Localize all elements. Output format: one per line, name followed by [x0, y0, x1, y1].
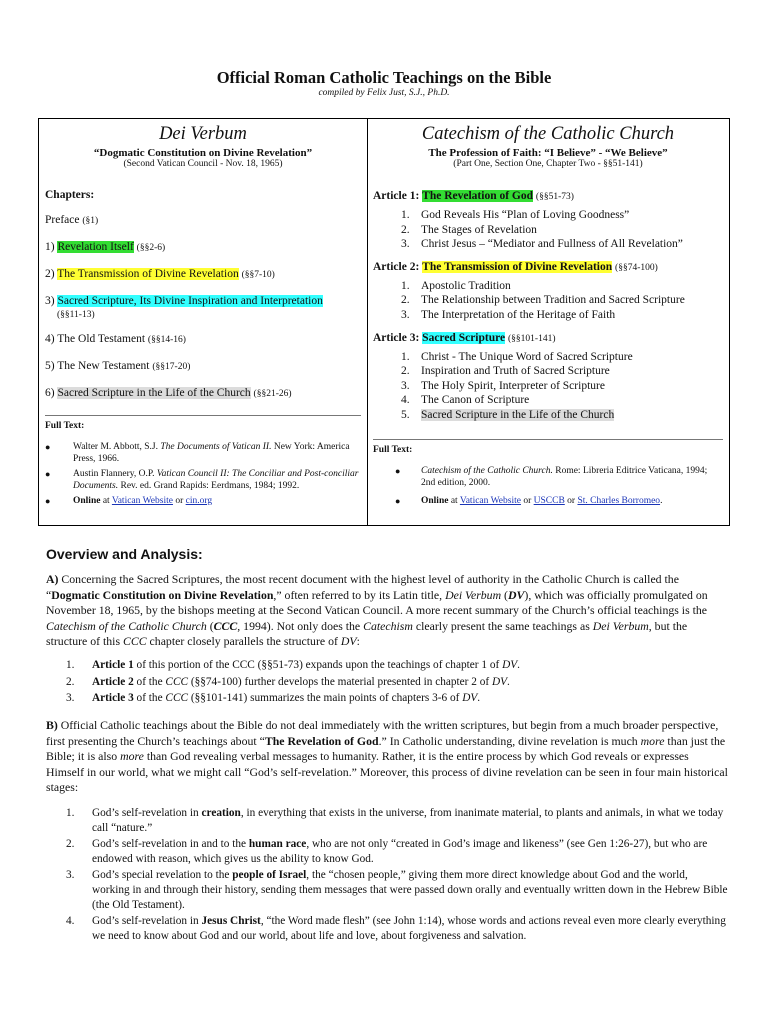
article-item-text: The Holy Spirit, Interpreter of Scripture — [421, 379, 605, 392]
text: . — [507, 675, 510, 688]
chapter-label: Sacred Scripture, Its Divine Inspiration and Interpretation — [57, 295, 323, 307]
text: God’s special revelation to the — [92, 869, 233, 882]
chapter-ref: (§§7-10) — [241, 270, 275, 280]
article-items — [373, 279, 723, 323]
bold-text: Article 2 — [92, 675, 134, 688]
online-label: Online — [421, 495, 449, 506]
list-item — [66, 837, 728, 866]
text: , 1994). Not only does the — [237, 618, 364, 633]
chapter-number: 1) — [45, 241, 55, 253]
bullet-icon: ● — [395, 465, 401, 476]
book-title: The Documents of Vatican II. — [160, 442, 272, 452]
paragraph-b — [46, 718, 728, 796]
list-item — [66, 675, 728, 690]
article-item-text: The Canon of Scripture — [421, 394, 530, 407]
chapter-number: 5) — [45, 360, 55, 372]
list-item — [373, 465, 723, 489]
italic-text: Catechism — [363, 618, 413, 633]
comparison-table — [38, 118, 730, 526]
chapter-item — [45, 332, 361, 347]
article-item-text: Inspiration and Truth of Sacred Scripture — [421, 365, 610, 378]
bold-text: The Revelation of God — [264, 733, 379, 748]
list-item: 5. Sacred Scripture in the Life of the Church — [401, 408, 615, 421]
italic-text: more — [640, 733, 665, 748]
text: (§§74-100) further develops the material presented in chapter 2 of — [188, 675, 492, 688]
text: chapter closely parallels the structure of — [146, 634, 341, 648]
article-item-text: Apostolic Tradition — [421, 279, 511, 292]
text: , but the structure of this — [46, 618, 688, 648]
chapter-number: 2) — [45, 268, 55, 280]
dei-verbum-column — [45, 119, 361, 510]
book-author: Walter M. Abbott, S.J. — [73, 442, 158, 452]
list-number: 1. — [66, 659, 75, 671]
list-item — [66, 806, 728, 835]
overview-heading: Overview and Analysis: — [46, 546, 203, 562]
article-item-text: The Relationship between Tradition and Sacred Scripture — [421, 294, 685, 307]
bold-text: Article 3 — [92, 692, 134, 705]
chapter-item — [45, 294, 361, 322]
fulltext-label: Full Text: — [45, 421, 85, 431]
vatican-website-link[interactable]: Vatican Website — [459, 495, 521, 506]
bold-text: Article 1 — [92, 659, 134, 671]
preface-item — [45, 213, 361, 228]
article-prefix: Article 3: — [373, 331, 420, 344]
italic-text: DV — [491, 675, 508, 688]
text: ,” often referred to by its Latin title, — [273, 587, 446, 602]
book-publisher: Rome: Libreria Editrice Vaticana, 1994; 2nd edition, 2000. — [421, 465, 708, 488]
text: , in everything that exists in the universe, from inanimate material, to plants and animals, in what we today call “nature.” — [92, 807, 724, 834]
italic-text: DV — [340, 634, 357, 648]
chapter-item — [45, 386, 361, 401]
chapter-label: The Transmission of Divine Revelation — [57, 268, 239, 280]
online-at: at — [102, 496, 110, 506]
article-item-text: The Stages of Revelation — [421, 223, 537, 236]
chapter-label: The Old Testament — [57, 333, 146, 345]
text: than God revealing verbal messages to humanity. Rather, it is the entire process by which God reveals or expresses Himself in our world, what we might call “God’s self-revelation.” Moreover, this process of divine revelation can be seen in four main historical stages: — [46, 749, 728, 794]
chapters-label: Chapters: — [45, 189, 95, 201]
online-or: or — [567, 495, 576, 506]
italic-text: Dei Verbum — [592, 618, 649, 633]
catechism-subtitle: The Profession of Faith: “I Believe” - “We Believe” — [428, 147, 668, 159]
text: Official Catholic teachings about the Bible do not deal immediately with the written scriptures, but begin from a much broader perspective, first presenting the Church’s teachings about “ — [46, 718, 719, 748]
article-item-text: Sacred Scripture in the Life of the Church — [421, 408, 615, 421]
book-publisher: Rev. ed. Grand Rapids: Eerdmans, 1984; 1992. — [120, 481, 300, 491]
bold-italic-text: DV — [508, 587, 525, 602]
list-item: 1. God Reveals His “Plan of Loving Goodness” — [401, 209, 630, 221]
italic-text: DV — [462, 692, 478, 705]
article-item-text: Christ Jesus – “Mediator and Fullness of All Revelation” — [421, 238, 683, 251]
online-label: Online — [73, 496, 101, 506]
list-item: 3. The Interpretation of the Heritage of Faith — [401, 308, 616, 321]
list-item: ● Online at Vatican Website or USCCB or St. Charles Borromeo. — [395, 495, 663, 506]
dei-verbum-heading: Dei Verbum — [159, 124, 247, 144]
article-items — [373, 350, 723, 423]
text: : — [356, 634, 360, 648]
cin-org-link[interactable]: cin.org — [185, 496, 213, 506]
list-item — [66, 658, 728, 673]
text: ( — [206, 618, 214, 633]
list-item — [45, 468, 361, 492]
chapter-ref: (§§2-6) — [136, 243, 166, 253]
text: God’s self-revelation in and to the — [92, 838, 249, 851]
list-item: 2. The Relationship between Tradition and Sacred Scripture — [401, 294, 685, 307]
article-item-text: God Reveals His “Plan of Loving Goodness” — [421, 209, 630, 221]
book-publisher: New York: America Press, 1966. — [73, 442, 350, 464]
text: , who are not only “created in God’s image and likeness” (see Gen 1:26-27), but who are endowed with reason, which gives us the ability to know God. — [92, 838, 708, 865]
bold-text: Dogmatic Constitution on Divine Revelation — [51, 587, 274, 602]
st-charles-borromeo-link[interactable]: St. Charles Borromeo — [577, 495, 661, 506]
article-prefix: Article 2: — [373, 260, 420, 273]
article-heading — [373, 260, 723, 275]
text: , “the Word made flesh” (see John 1:14), whose words and actions reveal even more clearly everything we need to know about God and our world, about life and love, about forgiveness and salvation. — [92, 915, 726, 942]
column-divider — [367, 119, 368, 525]
bullet-icon: ● — [45, 469, 51, 479]
usccb-link[interactable]: USCCB — [533, 495, 565, 506]
list-number: 3. — [66, 869, 75, 882]
fulltext-list — [373, 465, 723, 507]
paragraph-letter: B) — [46, 718, 58, 732]
chapter-number: 4) — [45, 333, 55, 345]
text: ( — [501, 587, 508, 602]
chapter-label: Sacred Scripture in the Life of the Church — [57, 387, 251, 399]
paragraph-a — [46, 572, 728, 650]
chapter-ref: (§§17-20) — [152, 362, 191, 372]
list-number: 2. — [66, 675, 75, 688]
text: , the “chosen people,” giving them more direct knowledge about God and the world, working in and through their history, sending them messages that were passed down orally and eventually written down in the Hebrew Bible (the Old Testament). — [92, 869, 728, 911]
dei-verbum-subtitle: “Dogmatic Constitution on Divine Revelation” — [93, 147, 313, 159]
bold-text: people of Israel — [232, 869, 307, 882]
chapter-item — [45, 240, 361, 255]
article-ref: (§§51-73) — [535, 192, 574, 202]
text: . — [477, 692, 481, 705]
list-number: 2. — [66, 838, 75, 851]
online-or: or — [175, 496, 184, 506]
italic-text: Dei Verbum — [445, 587, 502, 602]
chapter-number: 3) — [45, 295, 55, 307]
preface-label: Preface — [45, 214, 80, 226]
list-a — [66, 658, 728, 708]
dei-verbum-date: (Second Vatican Council - Nov. 18, 1965) — [123, 159, 283, 169]
text: of this portion of the CCC (§§51-73) expands upon the teachings of chapter 1 of — [133, 659, 503, 671]
bold-italic-text: CCC — [213, 618, 238, 633]
book-title: Catechism of the Catholic Church. — [421, 465, 553, 476]
list-number: 4. — [66, 915, 75, 928]
list-item: 2. The Stages of Revelation — [401, 223, 537, 236]
text: God’s self-revelation in — [92, 915, 202, 928]
article-item-text: Christ - The Unique Word of Sacred Scripture — [421, 350, 633, 363]
bold-text: creation — [201, 807, 241, 819]
bullet-icon: ● — [45, 496, 51, 506]
fulltext-list — [45, 441, 361, 507]
chapter-item — [45, 267, 361, 282]
italic-text: more — [120, 749, 144, 763]
text: ), which was officially promulgated on November 18, 1965, by the bishops meeting at the Second Vatican Council. A more recent summary of the Church’s official teachings is the — [46, 587, 708, 617]
list-item — [66, 868, 728, 912]
list-item — [45, 495, 361, 507]
chapter-number: 6) — [45, 387, 55, 399]
text: God’s self-revelation in — [92, 807, 202, 819]
list-item: 1. Christ - The Unique Word of Sacred Scripture — [401, 350, 633, 363]
catechism-column — [373, 119, 723, 510]
article-heading — [373, 331, 723, 346]
list-item — [66, 691, 728, 706]
list-item — [66, 914, 728, 943]
text: than just the Bible; it is also — [46, 733, 726, 763]
chapter-label: The New Testament — [57, 360, 150, 372]
list-item: 2. Inspiration and Truth of Sacred Scripture — [401, 365, 610, 378]
text: Concerning the Sacred Scriptures, the most recent document with the highest level of authority in the Catholic Church is called the “ — [46, 572, 679, 602]
divider — [45, 415, 361, 416]
list-b — [66, 806, 728, 945]
list-number: 3. — [66, 692, 75, 705]
divider — [373, 439, 723, 440]
text: of the — [133, 692, 166, 705]
online-at: at — [450, 495, 458, 506]
page-title: Official Roman Catholic Teachings on the Bible — [216, 68, 552, 87]
online-or: or — [523, 495, 532, 506]
bold-text: human race — [248, 838, 307, 851]
fulltext-label: Full Text: — [373, 444, 413, 455]
italic-text: CCC — [165, 692, 189, 705]
article-label: The Transmission of Divine Revelation — [422, 260, 613, 273]
text: clearly present the same teachings as — [412, 618, 593, 633]
bullet-icon: ● — [45, 442, 51, 452]
article-item-text: The Interpretation of the Heritage of Faith — [421, 308, 616, 321]
list-item: 1. Apostolic Tradition — [401, 279, 511, 292]
bold-text: Jesus Christ — [201, 915, 261, 928]
list-item: 3. The Holy Spirit, Interpreter of Scripture — [401, 379, 605, 392]
list-item — [45, 441, 361, 465]
article-ref: (§§101-141) — [508, 333, 556, 344]
paragraph-letter: A) — [46, 572, 59, 586]
text: . — [517, 659, 520, 671]
list-item: 4. The Canon of Scripture — [401, 394, 530, 407]
chapter-ref: (§§14-16) — [147, 335, 186, 345]
chapter-item — [45, 359, 361, 374]
italic-text: CCC — [165, 675, 189, 688]
book-author: Austin Flannery, O.P. — [73, 469, 155, 479]
preface-ref: (§1) — [82, 216, 99, 226]
chapter-label: Revelation Itself — [57, 241, 134, 253]
list-number: 1. — [66, 807, 75, 819]
chapter-ref: (§§21-26) — [253, 389, 292, 399]
bullet-icon: ● — [395, 495, 401, 506]
text: (§§101-141) summarizes the main points of chapters 3-6 of — [188, 692, 463, 705]
article-heading — [373, 189, 723, 204]
chapter-ref: (§§11-13) — [57, 310, 95, 320]
italic-text: Catechism of the Catholic Church — [46, 618, 207, 633]
article-ref: (§§74-100) — [615, 262, 658, 273]
text: .” In Catholic understanding, divine revelation is much — [378, 733, 641, 748]
article-prefix: Article 1: — [373, 190, 420, 202]
vatican-website-link[interactable]: Vatican Website — [111, 496, 173, 506]
article-label: The Revelation of God — [422, 190, 534, 202]
italic-text: CCC — [123, 634, 147, 648]
text: of the — [133, 675, 166, 688]
list-item: 3. Christ Jesus – “Mediator and Fullness of All Revelation” — [401, 238, 683, 251]
catechism-heading: Catechism of the Catholic Church — [421, 124, 675, 144]
catechism-part: (Part One, Section One, Chapter Two - §§51-141) — [453, 159, 643, 169]
page-subtitle: compiled by Felix Just, S.J., Ph.D. — [318, 88, 450, 98]
article-items — [373, 208, 723, 252]
article-label: Sacred Scripture — [422, 331, 506, 344]
book-title: Vatican Council II: The Conciliar and Post-conciliar Documents. — [73, 469, 359, 491]
italic-text: DV — [502, 659, 518, 671]
